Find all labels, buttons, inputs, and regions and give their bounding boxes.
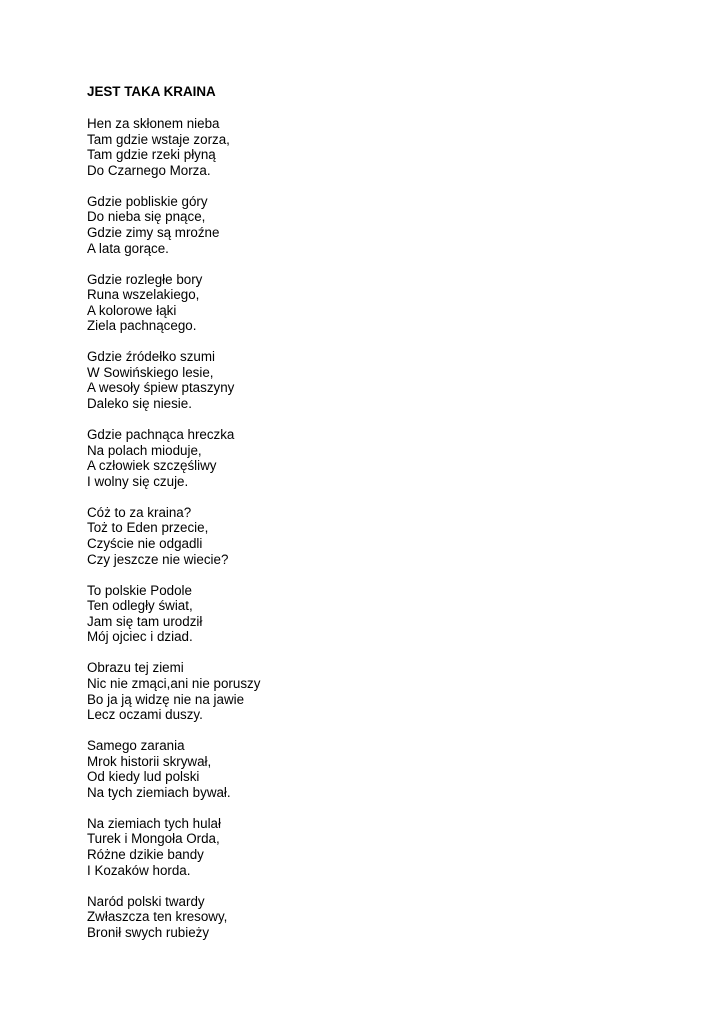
poem-line: Bronił swych rubieży xyxy=(87,924,210,940)
poem-line: Gdzie pobliskie góry xyxy=(87,193,208,209)
poem-line: Bo ja ją widzę nie na jawie xyxy=(87,691,245,707)
poem-line: W Sowińskiego lesie, xyxy=(87,364,214,380)
poem-line: Obrazu tej ziemi xyxy=(87,660,184,676)
poem-line: Gdzie pachnąca hreczka xyxy=(87,427,235,443)
poem-line: Tam gdzie wstaje zorza, xyxy=(87,131,230,147)
poem-line: Cóż to za kraina? xyxy=(87,504,192,520)
poem-line: Samego zarania xyxy=(87,738,185,754)
poem-line: Toż to Eden przecie, xyxy=(87,520,209,536)
poem-line: Jam się tam urodził xyxy=(87,613,203,629)
poem-line: A wesoły śpiew ptaszyny xyxy=(87,380,235,396)
poem-line: Lecz oczami duszy. xyxy=(87,707,203,723)
poem-line: Hen za skłonem nieba xyxy=(87,116,220,131)
poem-line: Do nieba się pnące, xyxy=(87,209,206,225)
poem-line: To polskie Podole xyxy=(87,582,192,598)
poem-line: A kolorowe łąki xyxy=(87,302,177,318)
poem-line: Czy jeszcze nie wiecie? xyxy=(87,551,229,567)
poem-line: Mój ojciec i dziad. xyxy=(87,629,193,645)
stanza-11 xyxy=(87,894,647,941)
poem-line: Nic nie zmąci,ani nie poruszy xyxy=(87,675,261,691)
poem-line: Do Czarnego Morza. xyxy=(87,162,211,178)
poem-line: Czyście nie odgadli xyxy=(87,536,203,552)
poem-line: Turek i Mongoła Orda, xyxy=(87,831,220,847)
poem-title: JEST TAKA KRAINA xyxy=(87,84,216,99)
poem-line: Tam gdzie rzeki płyną xyxy=(87,147,216,163)
poem-line: Na polach mioduje, xyxy=(87,442,202,458)
poem-line: Mrok historii skrywał, xyxy=(87,753,212,769)
poem-line: Gdzie rozległe bory xyxy=(87,271,203,287)
poem-line: I wolny się czuje. xyxy=(87,473,189,489)
poem-line: Runa wszelakiego, xyxy=(87,287,200,303)
poem-line: Daleko się niesie. xyxy=(87,396,192,412)
poem-line: Ziela pachnącego. xyxy=(87,318,197,334)
poem-line: Naród polski twardy xyxy=(87,893,205,909)
stanza-6 xyxy=(87,505,647,567)
stanza-7 xyxy=(87,583,647,645)
stanza-1 xyxy=(87,116,647,178)
poem xyxy=(87,84,647,956)
poem-line: Gdzie zimy są mroźne xyxy=(87,224,220,240)
stanza-4 xyxy=(87,349,647,411)
stanza-10 xyxy=(87,816,647,878)
poem-line: Gdzie źródełko szumi xyxy=(87,349,216,365)
poem-line: Zwłaszcza ten kresowy, xyxy=(87,909,228,925)
stanza-3 xyxy=(87,272,647,334)
poem-line: Różne dzikie bandy xyxy=(87,847,204,863)
poem-line: Od kiedy lud polski xyxy=(87,769,200,785)
stanza-9 xyxy=(87,738,647,800)
poem-line: Na tych ziemiach bywał. xyxy=(87,784,231,800)
poem-line: A lata gorące. xyxy=(87,240,169,256)
poem-line: A człowiek szczęśliwy xyxy=(87,458,217,474)
stanza-5 xyxy=(87,427,647,489)
poem-line: Ten odległy świat, xyxy=(87,598,193,614)
stanza-8 xyxy=(87,660,647,722)
poem-line: I Kozaków horda. xyxy=(87,862,191,878)
poem-line: Na ziemiach tych hulał xyxy=(87,815,221,831)
stanza-2 xyxy=(87,194,647,256)
